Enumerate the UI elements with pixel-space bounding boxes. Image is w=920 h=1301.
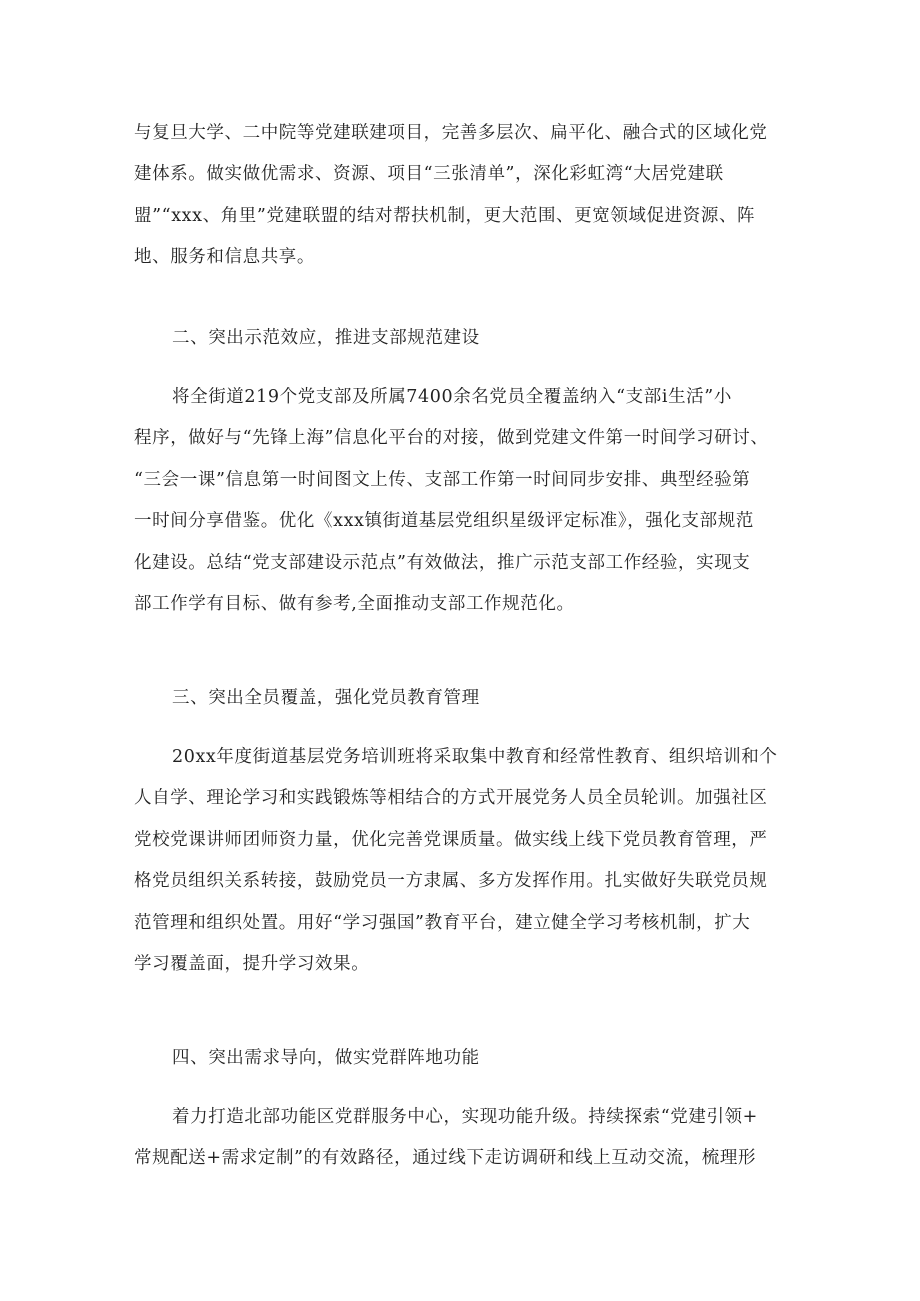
- paragraph-1-line: 盟”“xxx、角里”党建联盟的结对帮扶机制，更大范围、更宽领域促进资源、阵: [134, 205, 756, 226]
- paragraph-1-line: 建体系。做实做优需求、资源、项目“三张清单”，深化彩虹湾“大居党建联: [134, 164, 724, 185]
- section-heading-3: 三、突出全员覆盖，强化党员教育管理: [172, 688, 480, 708]
- paragraph-3-line: 党校党课讲师团师资力量，优化完善党课质量。做实线上线下党员教育管理，严: [134, 829, 768, 850]
- paragraph-3-line: 范管理和组织处置。用好“学习强国”教育平台，建立健全学习考核机制，扩大: [134, 912, 751, 933]
- paragraph-1: [134, 113, 794, 279]
- section-heading-4: 四、突出需求导向，做实党群阵地功能: [172, 1048, 480, 1068]
- paragraph-1-line: 与复旦大学、二中院等党建联建项目，完善多层次、扁平化、融合式的区域化党: [134, 123, 768, 143]
- paragraph-2: [134, 377, 794, 625]
- paragraph-3-line: 人自学、理论学习和实践锻炼等相结合的方式开展党务人员全员轮训。加强社区: [134, 788, 768, 809]
- paragraph-2-line: 一时间分享借鉴。优化《xxx镇街道基层党组织星级评定标准》，强化支部规范: [134, 511, 754, 532]
- paragraph-2-line: 程序，做好与“先锋上海”信息化平台的对接，做到党建文件第一时间学习研讨、: [134, 428, 769, 449]
- paragraph-3-line: 20xx年度街道基层党务培训班将采取集中教育和经常性教育、组织培训和个: [172, 747, 778, 767]
- paragraph-2-line: 化建设。总结“党支部建设示范点”有效做法，推广示范支部工作经验，实现支: [134, 552, 751, 573]
- paragraph-3-line: 学习覆盖面，提升学习效果。: [134, 954, 370, 975]
- section-heading-2: 二、突出示范效应，推进支部规范建设: [172, 328, 480, 348]
- paragraph-4: [134, 1097, 794, 1180]
- paragraph-2-line: “三会一课”信息第一时间图文上传、支部工作第一时间同步安排、典型经验第: [134, 469, 751, 490]
- paragraph-1-line: 地、服务和信息共享。: [134, 247, 315, 268]
- paragraph-3-line: 格党员组织关系转接，鼓励党员一方隶属、多方发挥作用。扎实做好失联党员规: [134, 871, 768, 892]
- paragraph-4-line: 常规配送+需求定制”的有效路径，通过线下走访调研和线上互动交流，梳理形: [134, 1148, 757, 1169]
- paragraph-4-line: 着力打造北部功能区党群服务中心，实现功能升级。持续探索“党建引领+: [172, 1107, 758, 1127]
- paragraph-3: [134, 737, 794, 985]
- paragraph-2-line: 部工作学有目标、做有参考,全面推动支部工作规范化。: [134, 594, 575, 615]
- paragraph-2-line: 将全街道219个党支部及所属7400余名党员全覆盖纳入“支部i生活”小: [172, 387, 732, 407]
